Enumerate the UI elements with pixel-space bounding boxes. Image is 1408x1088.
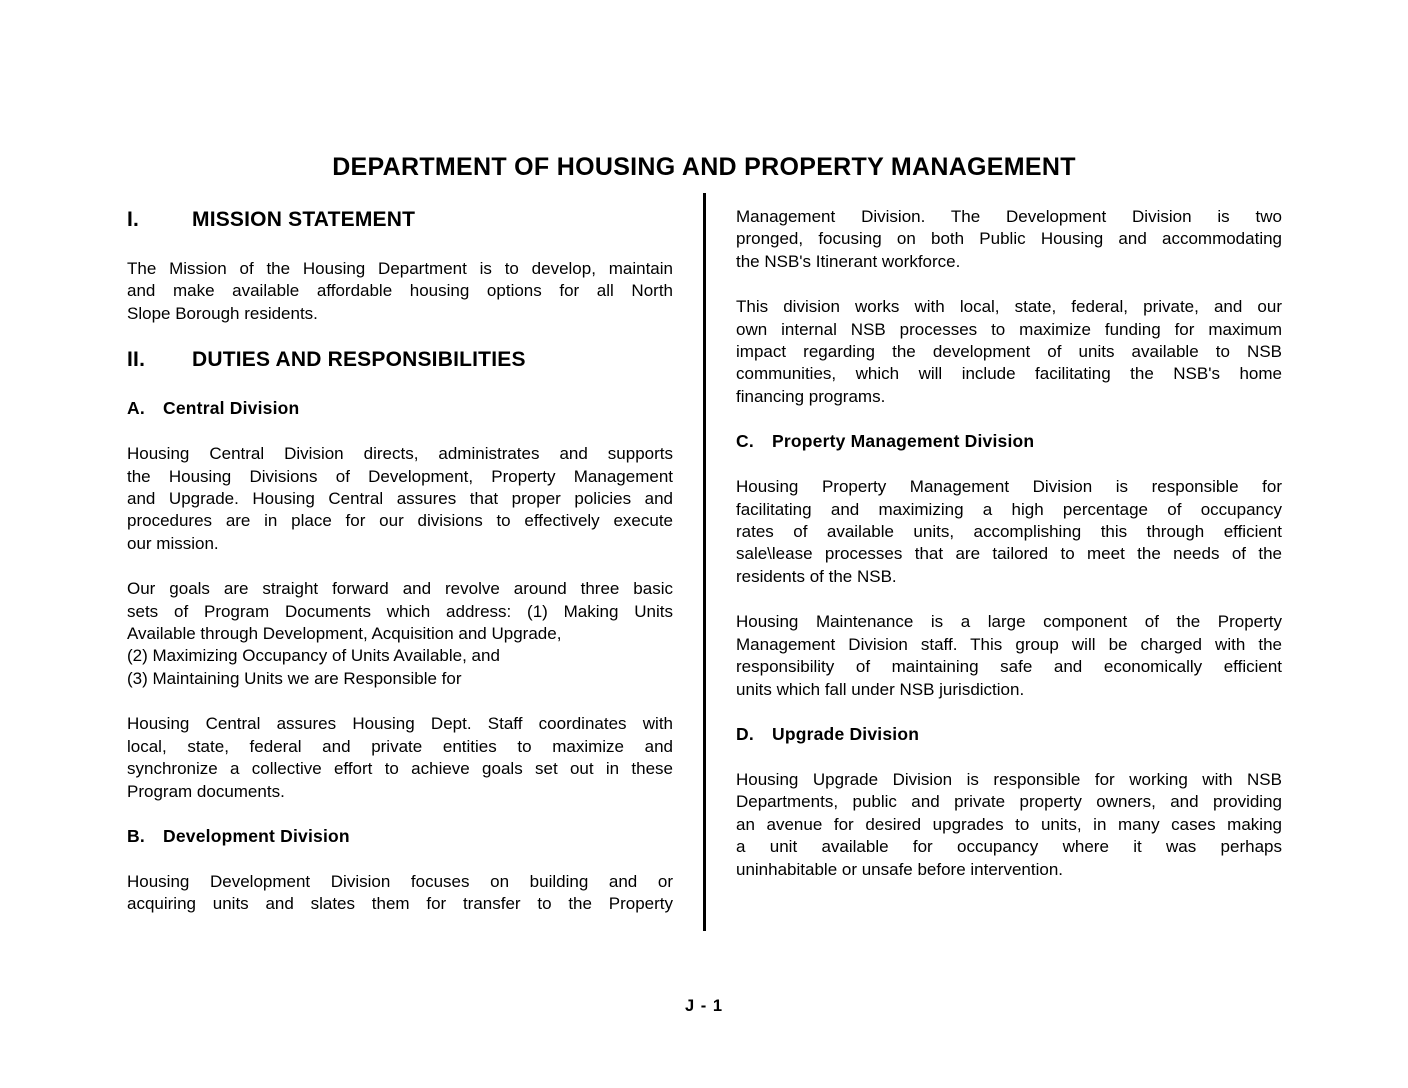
- text-line: communities, which will include facilitating the NSB's home: [736, 364, 1282, 384]
- section-heading: [736, 431, 1282, 452]
- section-heading: [127, 208, 673, 232]
- section-number: B.: [127, 825, 145, 846]
- text-line: Departments, public and private property owners, and providing: [736, 792, 1282, 812]
- text-line: Housing Upgrade Division is responsible for working with NSB: [736, 769, 1282, 789]
- paragraph: [736, 769, 1282, 881]
- text-line: and make available affordable housing options for all North: [127, 281, 673, 301]
- text-line: and Upgrade. Housing Central assures that proper policies and: [127, 489, 673, 509]
- text-line: procedures are in place for our divisions to effectively execute: [127, 511, 673, 531]
- text-line: Slope Borough residents.: [127, 303, 318, 323]
- section-title: Development Division: [163, 825, 350, 846]
- text-line: (2) Maximizing Occupancy of Units Available, and: [127, 646, 500, 666]
- section-heading: [127, 348, 673, 372]
- paragraph: [127, 713, 673, 803]
- paragraph: [127, 443, 673, 555]
- text-line: uninhabitable or unsafe before intervention.: [736, 859, 1064, 879]
- section-title: Central Division: [163, 398, 300, 419]
- paragraph: [127, 258, 673, 325]
- section-title: Property Management Division: [772, 431, 1035, 452]
- text-line: sale\lease processes that are tailored to meet the needs of the: [736, 544, 1282, 564]
- text-line: an avenue for desired upgrades to units, in many cases making: [736, 814, 1282, 834]
- text-line: local, state, federal and private entities to maximize and: [127, 736, 673, 756]
- text-line: (3) Maintaining Units we are Responsible for: [127, 668, 462, 688]
- text-line: impact regarding the development of units available to NSB: [736, 342, 1282, 362]
- text-line: facilitating and maximizing a high percentage of occupancy: [736, 499, 1282, 519]
- section-heading: [736, 724, 1282, 745]
- text-line: Program documents.: [127, 781, 285, 801]
- section-title: DUTIES AND RESPONSIBILITIES: [192, 348, 526, 372]
- text-line: our mission.: [127, 533, 219, 553]
- section-title: Upgrade Division: [772, 723, 920, 744]
- section-number: D.: [736, 723, 754, 744]
- paragraph: [736, 206, 1282, 273]
- text-line: Housing Development Division focuses on building and or: [127, 871, 673, 891]
- paragraph: [127, 578, 673, 690]
- section-number: A.: [127, 398, 145, 419]
- column-right: [736, 195, 1282, 904]
- text-line: rates of available units, accomplishing this through efficient: [736, 522, 1282, 542]
- text-line: pronged, focusing on both Public Housing and accommodating: [736, 229, 1282, 249]
- text-line: the NSB's Itinerant workforce.: [736, 251, 961, 271]
- column-left: [127, 195, 673, 939]
- section-number: I.: [127, 208, 140, 231]
- section-heading: [127, 826, 673, 847]
- paragraph: [736, 611, 1282, 701]
- text-line: This division works with local, state, federal, private, and our: [736, 297, 1282, 317]
- text-line: Housing Maintenance is a large component of the Property: [736, 612, 1282, 632]
- section-number: II.: [127, 348, 146, 372]
- text-line: responsibility of maintaining safe and economically efficient: [736, 657, 1282, 677]
- text-line: Management Division staff. This group will be charged with the: [736, 634, 1282, 654]
- text-line: financing programs.: [736, 386, 886, 406]
- text-line: Our goals are straight forward and revolve around three basic: [127, 579, 673, 599]
- text-line: synchronize a collective effort to achieve goals set out in these: [127, 759, 673, 779]
- text-line: a unit available for occupancy where it was perhaps: [736, 837, 1282, 857]
- text-line: The Mission of the Housing Department is to develop, maintain: [127, 259, 673, 278]
- column-divider: [703, 193, 706, 931]
- section-title: MISSION STATEMENT: [192, 208, 416, 231]
- text-line: the Housing Divisions of Development, Property Management: [127, 466, 673, 486]
- paragraph: [736, 296, 1282, 408]
- text-line: Housing Central Division directs, administrates and supports: [127, 444, 673, 464]
- text-line: Management Division. The Development Division is two: [736, 207, 1282, 226]
- section-heading: [127, 398, 673, 419]
- paragraph: [736, 476, 1282, 588]
- text-line: units which fall under NSB jurisdiction.: [736, 679, 1025, 699]
- text-line: residents of the NSB.: [736, 566, 897, 586]
- text-line: Housing Property Management Division is responsible for: [736, 477, 1282, 497]
- text-line: Housing Central assures Housing Dept. Staff coordinates with: [127, 714, 673, 734]
- page-title: DEPARTMENT OF HOUSING AND PROPERTY MANAGEMENT: [332, 153, 1076, 181]
- paragraph: [127, 871, 673, 916]
- text-line: own internal NSB processes to maximize funding for maximum: [736, 319, 1282, 339]
- section-number: C.: [736, 431, 754, 452]
- text-line: Available through Development, Acquisition and Upgrade,: [127, 624, 562, 644]
- text-line: acquiring units and slates them for transfer to the Property: [127, 894, 673, 914]
- text-line: sets of Program Documents which address: (1) Making Units: [127, 601, 673, 621]
- page-number: J - 1: [684, 997, 724, 1015]
